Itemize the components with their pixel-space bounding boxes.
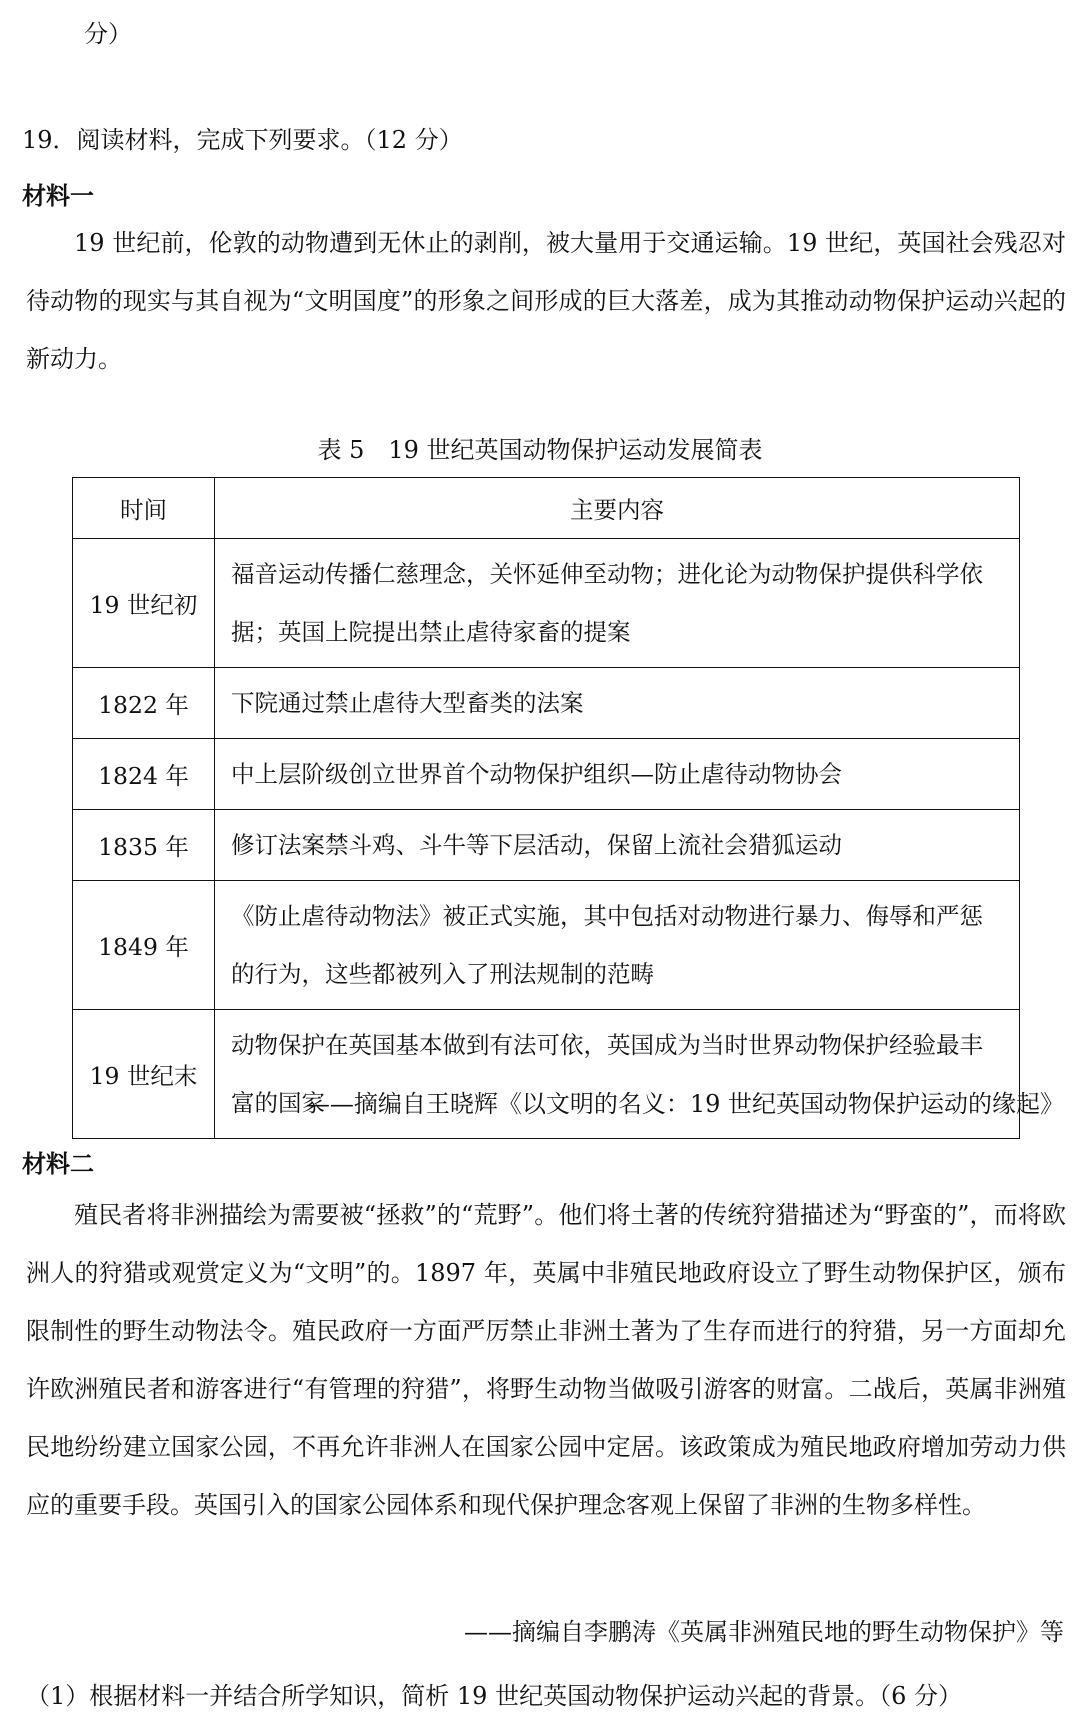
- row-content: 下院通过禁止虐待大型畜类的法案: [215, 668, 1020, 739]
- row-time: 1824 年: [73, 739, 215, 810]
- row-content: 《防止虐待动物法》被正式实施，其中包括对动物进行暴力、侮辱和严惩的行为，这些都被列入了刑法规制的范畴: [215, 881, 1020, 1010]
- table-row: [73, 810, 1020, 881]
- table-row: [73, 739, 1020, 810]
- row-content: 中上层阶级创立世界首个动物保护组织—防止虐待动物协会: [215, 739, 1020, 810]
- row-content: 修订法案禁斗鸡、斗牛等下层活动，保留上流社会猎狐运动: [215, 810, 1020, 881]
- row-content: 福音运动传播仁慈理念，关怀延伸至动物；进化论为动物保护提供科学依据；英国上院提出禁止虐待家畜的提案: [215, 539, 1020, 668]
- table-row: [73, 881, 1020, 1010]
- material2-paragraph: 殖民者将非洲描绘为需要被“拯救”的“荒野”。他们将土著的传统狩猎描述为“野蛮的”，而将欧洲人的狩猎或观赏定义为“文明”的。1897 年，英属中非殖民地政府设立了野生动物保护区，颁布限制性的野生动物法令。殖民政府一方面严厉禁止非洲土著为了生存而进行的狩猎，另一方面却允许欧洲殖民者和游客进行“有管理的狩猎”，将野生动物当做吸引游客的财富。二战后，英属非洲殖民地纷纷建立国家公园，不再允许非洲人在国家公园中定居。该政策成为殖民地政府增加劳动力供应的重要手段。英国引入的国家公园体系和现代保护理念客观上保留了非洲的生物多样性。: [26, 1201, 1066, 1519]
- table-header-row: [73, 478, 1020, 539]
- row-content: 动物保护在英国基本做到有法可依，英国成为当时世界动物保护经验最丰富的国家: [215, 1010, 1020, 1139]
- development-table: [72, 477, 1020, 1139]
- table-row: [73, 668, 1020, 739]
- header-content: 主要内容: [215, 478, 1020, 539]
- sub-question-1: （1）根据材料一并结合所学知识，简析 19 世纪英国动物保护运动兴起的背景。（6 分）: [26, 1682, 962, 1710]
- header-time: 时间: [73, 478, 215, 539]
- table-row: [73, 1010, 1020, 1139]
- question-title: 19．阅读材料，完成下列要求。（12 分）: [22, 126, 463, 154]
- table-caption: 表 5 19 世纪英国动物保护运动发展简表: [317, 436, 763, 464]
- material2-source: ——摘编自李鹏涛《英属非洲殖民地的野生动物保护》等: [464, 1618, 1064, 1646]
- row-time: 19 世纪末: [73, 1010, 215, 1139]
- material1-heading: 材料一: [22, 182, 94, 210]
- material1-source: ——摘编自王晓辉《以文明的名义：19 世纪英国动物保护运动的缘起》: [305, 1090, 1064, 1118]
- row-time: 1849 年: [73, 881, 215, 1010]
- row-time: 1835 年: [73, 810, 215, 881]
- material1-paragraph: 19 世纪前，伦敦的动物遭到无休止的剥削，被大量用于交通运输。19 世纪，英国社会残忍对待动物的现实与其自视为“文明国度”的形象之间形成的巨大落差，成为其推动动物保护运动兴起的新动力。: [26, 229, 1066, 373]
- material2-heading: 材料二: [22, 1150, 94, 1178]
- top-fragment: 分）: [84, 20, 132, 48]
- row-time: 19 世纪初: [73, 539, 215, 668]
- row-time: 1822 年: [73, 668, 215, 739]
- table-row: [73, 539, 1020, 668]
